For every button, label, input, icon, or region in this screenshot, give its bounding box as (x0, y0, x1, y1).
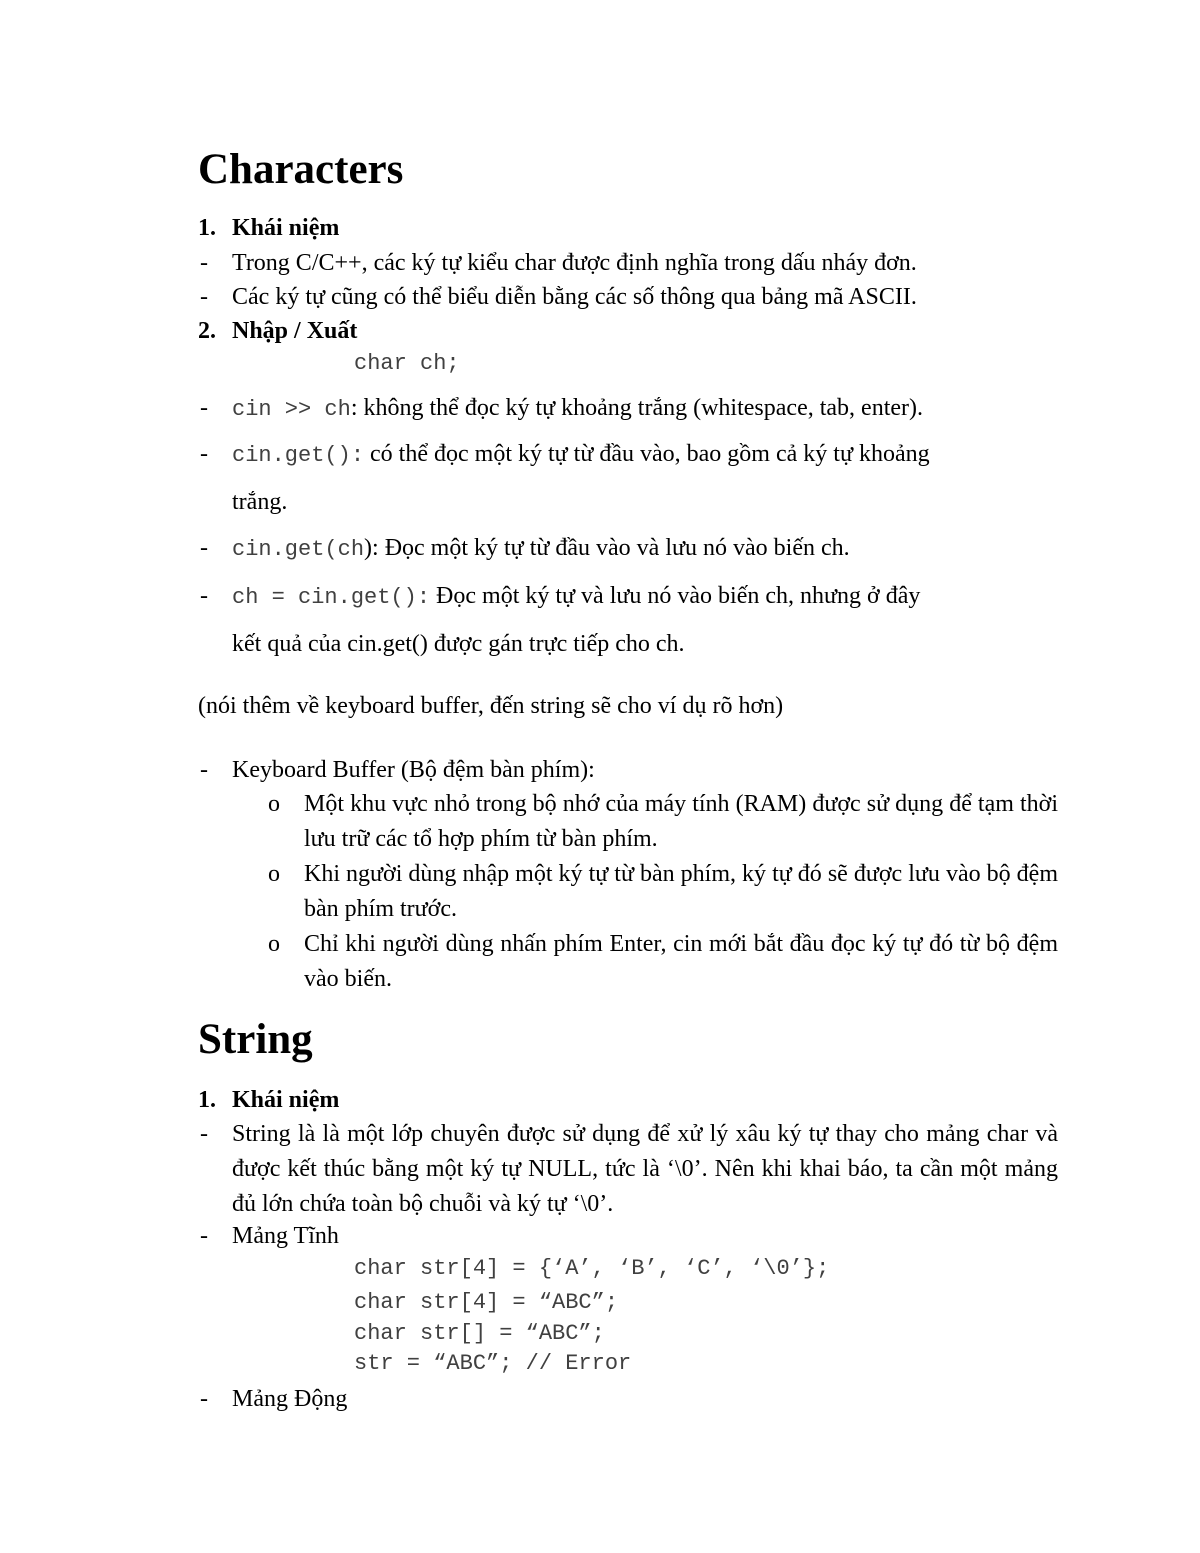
list-item: Mảng Tĩnh (232, 1223, 339, 1249)
sub-list-item: Một khu vực nhỏ trong bộ nhớ của máy tính (RAM) được sử dụng để tạm thời lưu trữ các tổ hợp phím từ bàn phím. (304, 791, 1058, 852)
list-item (232, 440, 930, 469)
code-line: char str[] = “ABC”; (354, 1321, 605, 1346)
characters-title: Characters (198, 146, 404, 193)
code-line: str = “ABC”; // Error (354, 1351, 632, 1376)
bullet-circle: o (268, 791, 280, 817)
list-item: Mảng Động (232, 1386, 348, 1412)
bullet-dash: - (200, 250, 208, 276)
inline-code: cin >> ch (232, 397, 351, 422)
list-item: Keyboard Buffer (Bộ đệm bàn phím): (232, 757, 595, 783)
note-paragraph: (nói thêm về keyboard buffer, đến string sẽ cho ví dụ rõ hơn) (198, 693, 784, 719)
section-heading: Nhập / Xuất (232, 318, 358, 344)
bullet-dash: - (200, 395, 208, 421)
code-line: char ch; (354, 351, 460, 376)
bullet-dash: - (200, 1121, 208, 1147)
bullet-dash: - (200, 1223, 208, 1249)
bullet-dash: - (200, 535, 208, 561)
code-line: char str[4] = “ABC”; (354, 1290, 619, 1315)
item-text: : không thể đọc ký tự khoảng trắng (whitespace, tab, enter). (350, 395, 923, 421)
item-text: Đọc một ký tự và lưu nó vào biến ch, nhưng ở đây (430, 583, 921, 609)
inline-code: cin.get(ch (232, 537, 365, 562)
section-heading: Khái niệm (232, 215, 340, 241)
list-item: Các ký tự cũng có thể biểu diễn bằng các số thông qua bảng mã ASCII. (232, 284, 917, 310)
bullet-dash: - (200, 441, 208, 467)
item-continuation: trắng. (232, 489, 288, 515)
inline-code: ch = cin.get(): (232, 585, 431, 610)
section-number: 1. (198, 1087, 216, 1113)
bullet-dash: - (200, 583, 208, 609)
section-number: 2. (198, 318, 216, 344)
section-heading: Khái niệm (232, 1087, 340, 1113)
item-text: có thể đọc một ký tự từ đầu vào, bao gồm cả ký tự khoảng (364, 441, 930, 467)
item-continuation: kết quả của cin.get() được gán trực tiếp cho ch. (232, 631, 685, 657)
list-item: String là là một lớp chuyên được sử dụng để xử lý xâu ký tự thay cho mảng char và được kết thúc bằng một ký tự NULL, tức là ‘\0’. Nên khi khai báo, ta cần một mảng đủ lớn chứa toàn bộ chuỗi và ký tự ‘\0’. (232, 1121, 1058, 1217)
sub-list-item: Khi người dùng nhập một ký tự từ bàn phím, ký tự đó sẽ được lưu vào bộ đệm bàn phím trước. (304, 861, 1058, 922)
bullet-dash: - (200, 284, 208, 310)
bullet-circle: o (268, 861, 280, 887)
list-item (232, 394, 923, 423)
string-title: String (198, 1016, 313, 1063)
bullet-dash: - (200, 1386, 208, 1412)
list-item: Trong C/C++, các ký tự kiểu char được định nghĩa trong dấu nháy đơn. (232, 250, 917, 276)
item-text: ): Đọc một ký tự từ đầu vào và lưu nó vào biến ch. (364, 535, 850, 561)
list-item (232, 534, 850, 563)
section-number: 1. (198, 215, 216, 241)
code-line: char str[4] = {‘A’, ‘B’, ‘C’, ‘\0’}; (354, 1256, 830, 1281)
sub-list-item: Chỉ khi người dùng nhấn phím Enter, cin mới bắt đầu đọc ký tự đó từ bộ đệm vào biến. (304, 931, 1058, 992)
bullet-dash: - (200, 757, 208, 783)
list-item (232, 582, 920, 611)
bullet-circle: o (268, 931, 280, 957)
inline-code: cin.get(): (232, 443, 365, 468)
